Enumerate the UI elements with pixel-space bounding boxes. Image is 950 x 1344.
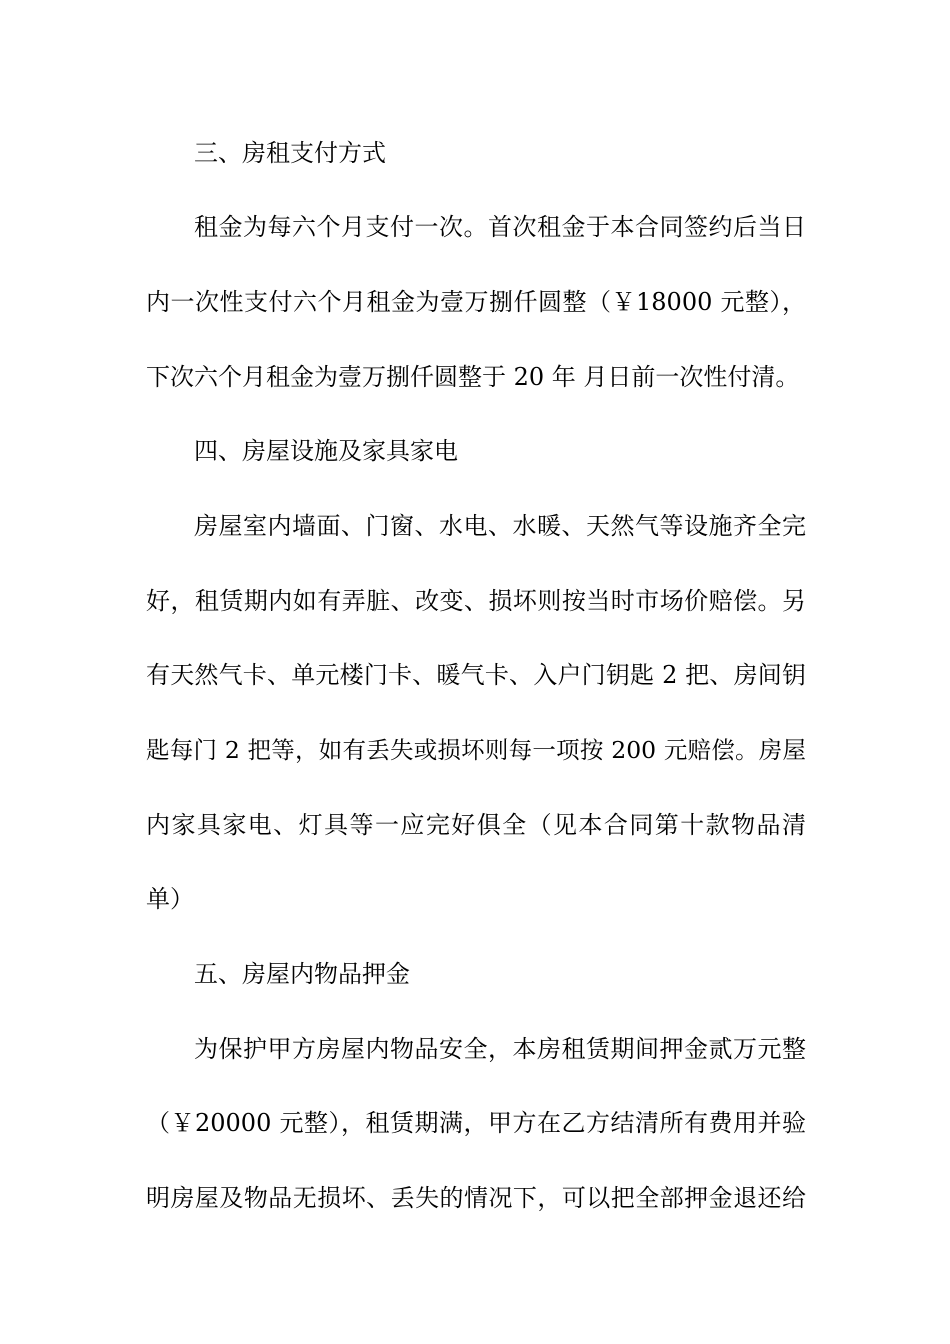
section-heading-facilities: 四、房屋设施及家具家电: [194, 437, 458, 465]
paragraph-line: 为保护甲方房屋内物品安全，本房租赁期间押金贰万元整: [194, 1035, 806, 1063]
paragraph-line: （￥20000 元整），租赁期满，甲方在乙方结清所有费用并验: [146, 1109, 806, 1137]
paragraph-line: 好，租赁期内如有弄脏、改变、损坏则按当时市场价赔偿。另: [146, 587, 806, 615]
paragraph-line: 有天然气卡、单元楼门卡、暖气卡、入户门钥匙 2 把、房间钥: [146, 661, 806, 689]
paragraph-line: 房屋室内墙面、门窗、水电、水暖、天然气等设施齐全完: [194, 512, 806, 540]
paragraph-line: 明房屋及物品无损坏、丢失的情况下，可以把全部押金退还给: [146, 1184, 806, 1212]
paragraph-line: 内家具家电、灯具等一应完好俱全（见本合同第十款物品清: [146, 811, 806, 839]
section-heading-deposit: 五、房屋内物品押金: [194, 960, 410, 988]
paragraph-line: 下次六个月租金为壹万捌仟圆整于 20 年 月日前一次性付清。: [146, 363, 800, 391]
paragraph-line: 内一次性支付六个月租金为壹万捌仟圆整（￥18000 元整），: [146, 288, 806, 316]
paragraph-line: 租金为每六个月支付一次。首次租金于本合同签约后当日: [194, 213, 806, 241]
paragraph-line: 匙每门 2 把等，如有丢失或损坏则每一项按 200 元赔偿。房屋: [146, 736, 806, 764]
paragraph-line: 单）: [146, 885, 194, 913]
section-heading-rent-payment: 三、房租支付方式: [194, 139, 386, 167]
